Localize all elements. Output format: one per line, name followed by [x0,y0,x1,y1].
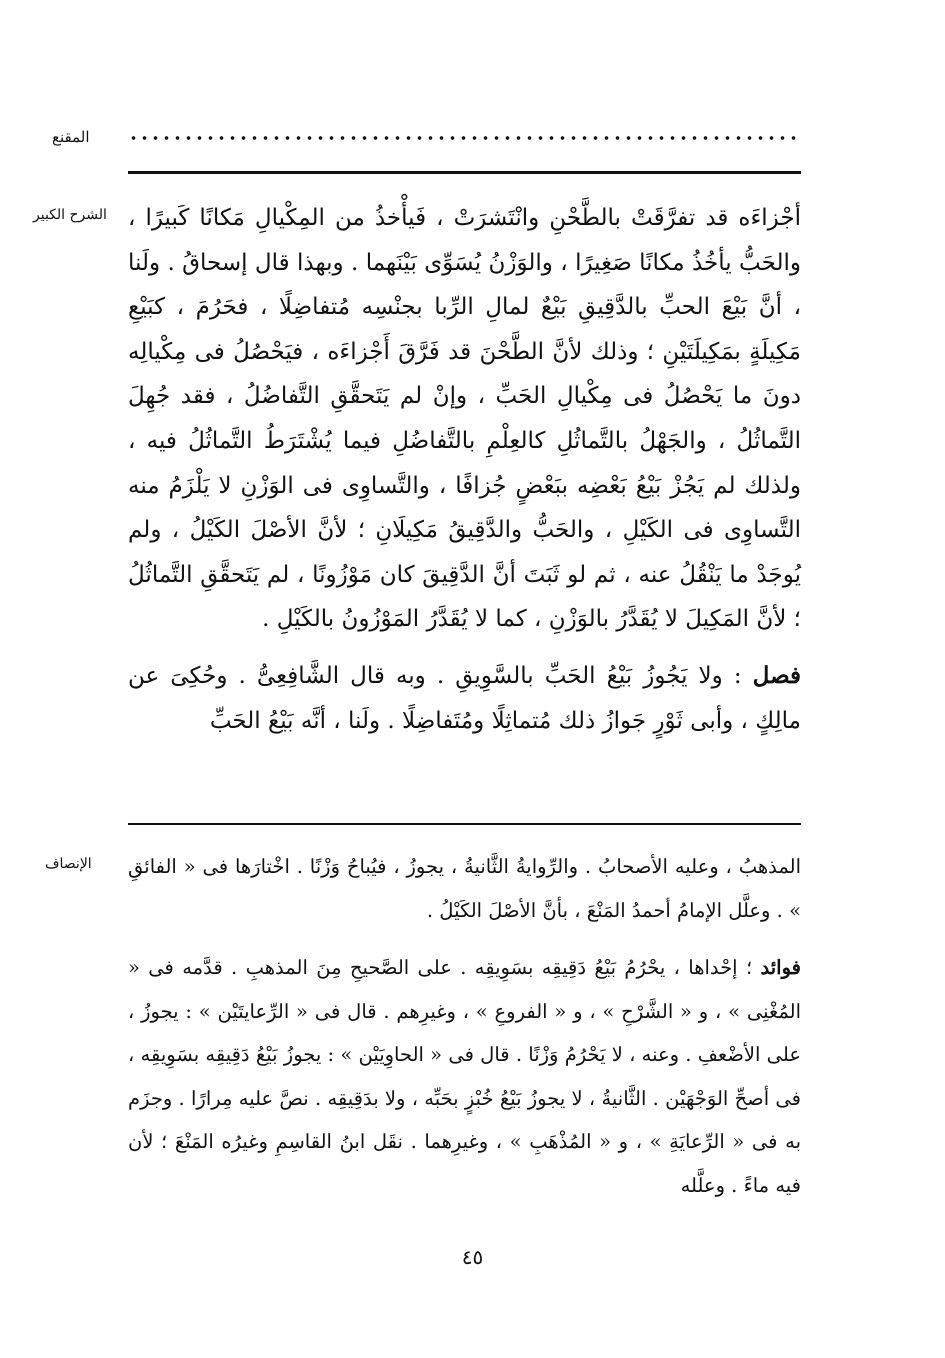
page-number: ٤٥ [461,1245,484,1269]
header-dotted-leader [128,133,800,143]
main-paragraph: أجْزاءَه قد تفرَّقَتْ بالطَّحْنِ وانْتَشرَتْ ، فَيأْخذُ من المِكْيالِ مَكانًا كَبيرًا ، والحَبُّ يأخُذُ مكانًا صَغِيرًا ، والوَزْنُ يُسَوِّى بَيْنَهما . وبهذا قال إسحاقُ . ولَنا ، أنَّ بَيْعَ الحبِّ بالدَّقِيقِ بَيْعٌ لمالِ الرِّبا بجنْسِه مُتفاضِلًا ، فحَرُمَ ، كبَيْعِ مَكِيلَةٍ بمَكِيلَتَيْنِ ؛ وذلك لأنَّ الطَّحْنَ قد فَرَّقَ أَجْزاءَه ، فيَحْصُلُ فى مِكْيالِه دونَ ما يَحْصُلُ فى مِكْيالِ الحَبِّ ، وإنْ لم يَتَحقَّقِ التَّفاضُلُ ، فقد جُهِلَ التَّماثُلُ ، والجَهْلُ بالتَّماثُلِ كالعِلْمِ بالتَّفاضُلِ فيما يُشْتَرَطُ التَّماثُلُ فيه ، ولذلك لم يَجُزْ بَيْعُ بَعْضِه ببَعْضٍ جُزافًا ، والتَّساوِى فى الوَزْنِ لا يَلْزَمُ منه التَّساوِى فى الكَيْلِ ، والحَبُّ والدَّقِيقُ مَكِيلَانِ ؛ لأنَّ الأصْلَ الكَيْلُ ، ولم يُوجَدْ ما يَنْقُلُ عنه ، ثم لو ثَبَتَ أنَّ الدَّقِيقَ كان مَوْزُونًا ، لم يَتَحقَّقِ التَّماثُلُ ؛ لأنَّ المَكِيلَ لا يُقَدَّرُ بالوَزْنِ ، كما لا يُقَدَّرُ المَوْزُونُ بالكَيْلِ . [128,205,801,633]
fasl-text: : ولا يَجُوزُ بَيْعُ الحَبِّ بالسَّوِيقِ . وبه قال الشَّافِعِىُّ . وحُكِىَ عن مالِكٍ ، وأبى ثَوْرٍ جَوازُ ذلك مُتماثِلًا ومُتَفاضِلًا . ولَنا ، أنَّه بَيْعُ الحَبِّ [128,662,801,734]
main-text-block [128,196,801,743]
fasl-paragraph [128,654,801,743]
footer-text-block [128,845,801,1207]
header-rule [128,171,801,174]
fasl-heading: فصل [752,661,802,689]
side-label-insaf: الإنصاف [45,856,92,872]
section-divider [128,823,801,825]
fawaid-heading: فوائد [760,956,801,979]
fawaid-text: ؛ إحْداها ، يحْرُمُ بَيْعُ دَقِيقِه بسَوِيقِه . على الصَّحيحِ مِنَ المذهبِ . قدَّمه فى « المُغْنِى » ، و « الشَّرْحِ » ، و « الفروعِ » ، وغيرِهم . قال فى « الرِّعايتَيْن » : يجوزُ ، على الأضْعفِ . وعنه ، لا يَحْرُمُ وَزْنًا . قال فى « الحاوِيَيْن » : يجوزُ بَيْعُ دَقِيقِه بسَوِيقِه ، فى أصحِّ الوَجْهَيْن . الثَّانيةُ ، لا يجوزُ بَيْعُ خُبْزٍ بحَبِّه ، ولا بدَقِيقِه . نصَّ عليه مِرارًا . وجزَم به فى « الرِّعايَةِ » ، و « المُذْهَبِ » ، وغيرِهما . نقَل ابنُ القاسِمِ وغيرُه المَنْعَ ؛ لأن فيه ماءً . وعلَّله [128,956,801,1197]
book-title: المقنع [52,128,90,146]
footer-paragraph: المذهبُ ، وعليه الأصحابُ . والرِّوايةُ الثَّانيةُ ، يجوزُ ، فيُباحُ وَزْنًا . اخْتارَها فى « الفائقِ » . وعلَّل الإمامُ أحمدُ المَنْعَ ، بأنَّ الأصْلَ الكَيْلُ . [128,855,801,922]
side-label-sharh: الشرح الكبير [33,207,107,223]
fawaid-paragraph [128,946,801,1207]
